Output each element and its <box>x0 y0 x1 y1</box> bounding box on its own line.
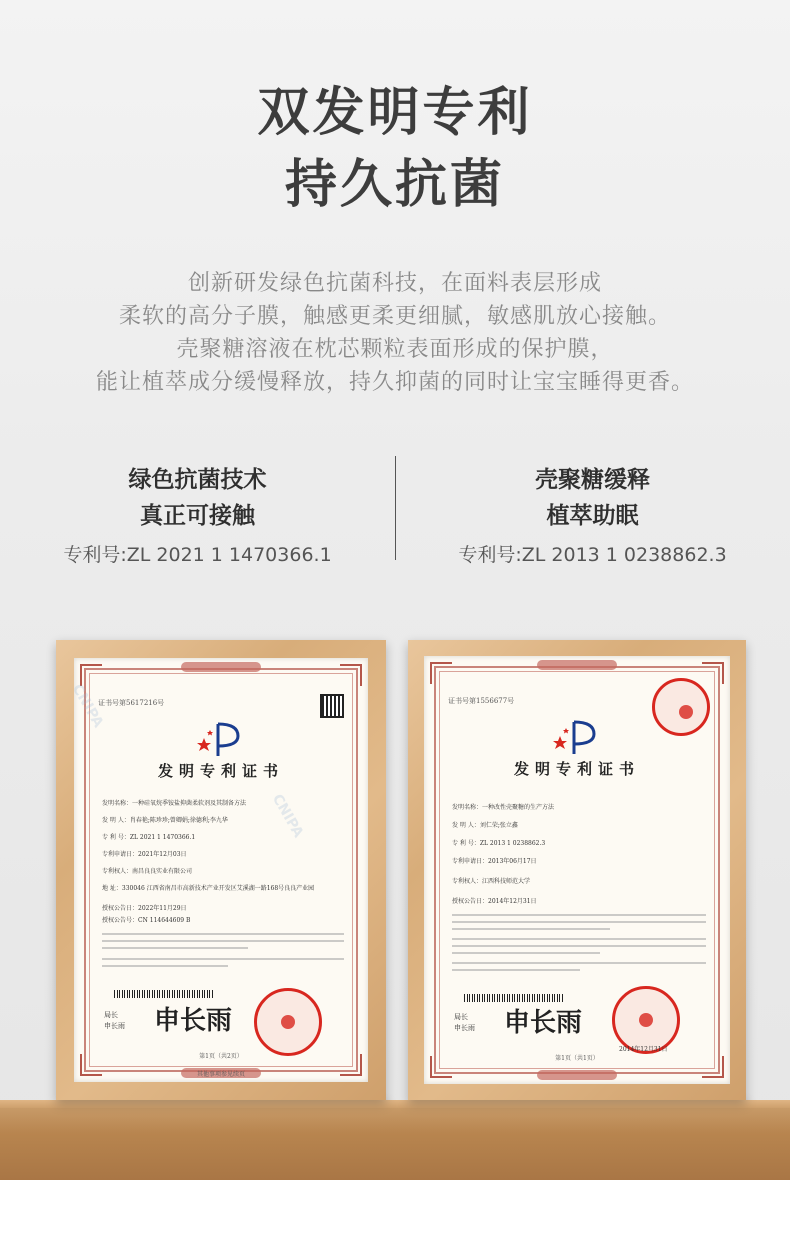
signer-name: 申长雨 <box>454 1024 475 1032</box>
certificate-title: 发明专利证书 <box>157 762 284 780</box>
certificate-paper <box>424 656 730 1084</box>
filing-date: 专利申请日：2013年06月17日 <box>452 858 537 865</box>
official-seal-icon <box>652 678 710 736</box>
certificate-paper <box>68 658 368 1082</box>
feature-title: 壳聚糖缓释 <box>535 467 650 493</box>
signer-title: 局长 <box>454 1013 468 1021</box>
certificate-number: 证书号第5617216号 <box>98 699 165 707</box>
grant-number: 授权公告号：CN 114644609 B <box>102 917 191 924</box>
bottom-band <box>0 1180 790 1241</box>
description-line: 能让植萃成分缓慢释放，持久抑菌的同时让宝宝睡得更香。 <box>95 370 694 395</box>
signer-title: 局长 <box>104 1011 118 1019</box>
top-ornament <box>181 662 261 672</box>
bottom-ornament <box>537 1070 617 1080</box>
barcode-icon <box>464 994 564 1002</box>
corner-ornament <box>702 662 724 684</box>
page-number: 第1页（共1页） <box>555 1055 599 1062</box>
barcode-icon <box>114 990 214 998</box>
body-text-line <box>452 921 706 923</box>
body-text-line <box>102 933 344 935</box>
signer-name: 申长雨 <box>104 1022 125 1030</box>
description-line: 柔软的高分子膜，触感更柔更细腻，敏感肌放心接触。 <box>118 304 671 329</box>
patent-office-logo-icon <box>552 718 602 758</box>
invention-name: 发明名称：一种硅氧烷季铵盐抑菌柔软剂及其制备方法 <box>102 800 247 807</box>
patent-number-field: 专 利 号：ZL 2021 1 1470366.1 <box>102 834 196 841</box>
watermark: CNIPA <box>268 791 307 841</box>
body-text-line <box>452 962 706 964</box>
address: 地 址：330046 江西省南昌市高新技术产业开发区艾溪湖一路168号良良产业园 <box>102 885 315 892</box>
filing-date: 专利申请日：2021年12月03日 <box>102 851 187 858</box>
body-text-line <box>102 940 344 942</box>
signature: 申长雨 <box>154 1006 233 1036</box>
body-text-line <box>102 958 344 960</box>
inventors: 发 明 人：刘仁荣;张立鑫 <box>452 822 518 829</box>
body-text-line <box>452 969 580 971</box>
patent-number: 专利号:ZL 2013 1 0238862.3 <box>458 544 727 566</box>
qr-code-icon <box>320 694 344 718</box>
official-seal-icon <box>254 988 322 1056</box>
body-text-line <box>102 965 228 967</box>
certificate-title: 发明专利证书 <box>513 760 640 778</box>
patentee: 专利权人：江西科技师范大学 <box>452 878 531 885</box>
certificate-number: 证书号第1556677号 <box>448 697 515 705</box>
feature-chitosan <box>395 462 790 572</box>
patent-office-logo-icon <box>196 720 246 760</box>
watermark: CNIPA <box>68 681 107 731</box>
corner-ornament <box>340 664 362 686</box>
page-number: 第1页（共2页） <box>199 1053 243 1060</box>
body-text-line <box>102 947 248 949</box>
invention-name: 发明名称：一种改性壳聚糖的生产方法 <box>452 804 555 811</box>
body-text-line <box>452 952 600 954</box>
feature-subtitle: 植萃助眠 <box>546 503 639 529</box>
description-line: 壳聚糖溶液在枕芯颗粒表面形成的保护膜， <box>176 337 614 362</box>
description-line: 创新研发绿色抗菌科技，在面料表层形成 <box>187 271 602 296</box>
top-ornament <box>537 660 617 670</box>
feature-antibacterial <box>0 462 395 572</box>
body-text-line <box>452 928 610 930</box>
body-text-line <box>452 938 706 940</box>
grant-date: 授权公告日：2022年11月29日 <box>102 905 187 912</box>
seal-date: 2014年12月31日 <box>619 1046 668 1053</box>
signature: 申长雨 <box>504 1008 583 1038</box>
patent-number-field: 专 利 号：ZL 2013 1 0238862.3 <box>452 840 546 847</box>
body-text-line <box>452 914 706 916</box>
body-text-line <box>452 945 706 947</box>
certificate-frame-right <box>408 640 746 1100</box>
feature-title: 绿色抗菌技术 <box>128 467 267 493</box>
continuation-note: 其他事项参见续页 <box>196 1071 245 1078</box>
headline-line-1: 双发明专利 <box>257 83 533 143</box>
patent-number: 专利号:ZL 2021 1 1470366.1 <box>63 544 332 566</box>
inventors: 发 明 人：肖春艳;陈珍珍;曾卿娟;徐德利;李九华 <box>102 817 228 824</box>
wooden-shelf <box>0 1108 790 1180</box>
feature-subtitle: 真正可接触 <box>140 503 255 529</box>
certificate-frame-left <box>56 640 386 1100</box>
patentee: 专利权人：南昌良良实业有限公司 <box>102 868 193 875</box>
grant-date: 授权公告日：2014年12月31日 <box>452 898 537 905</box>
corner-ornament <box>430 662 452 684</box>
headline-line-2: 持久抗菌 <box>284 155 505 215</box>
